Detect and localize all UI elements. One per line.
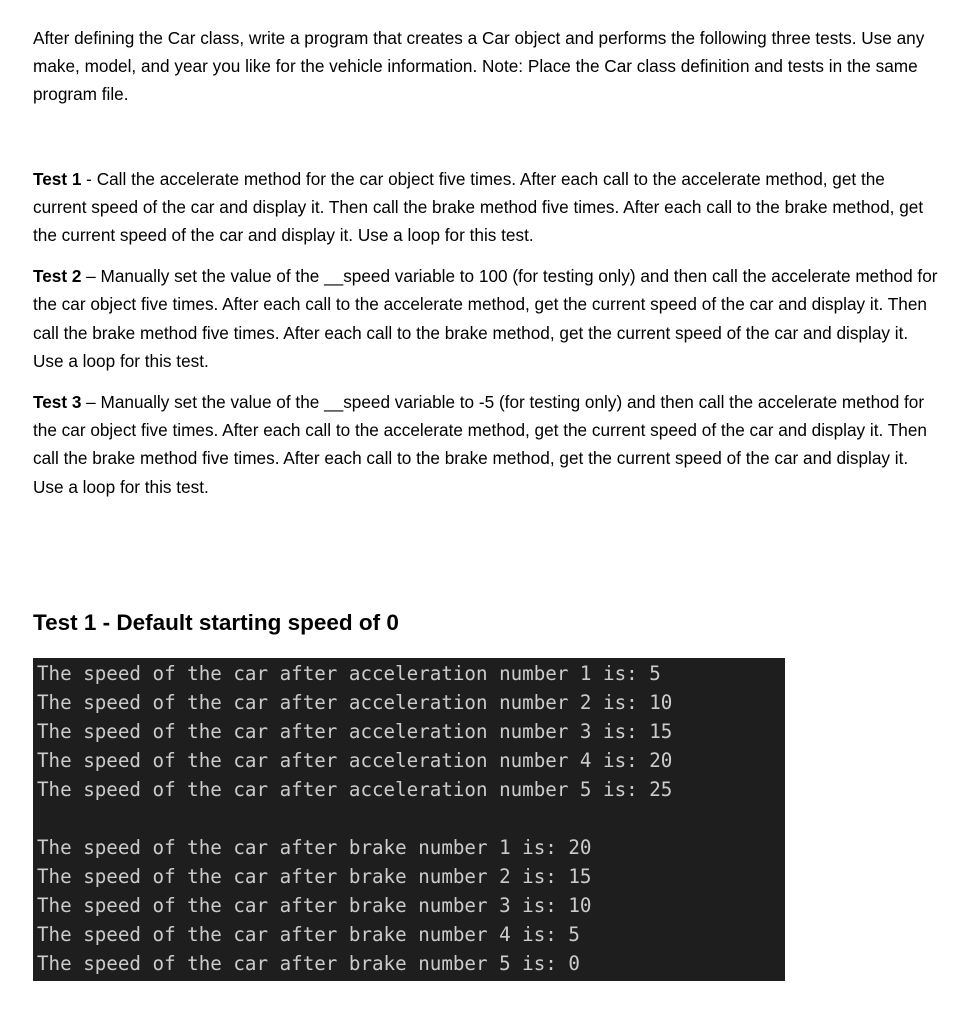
test-1-label: Test 1 — [33, 168, 82, 189]
console-line: The speed of the car after brake number 2 is: 15 — [37, 865, 592, 888]
test-1-text: Call the accelerate method for the car object five times. After each call to the accelerate method, get the current speed of the car and display it. Then call the brake method five times. After each call to the brake method, get the current speed of the car and display it. Use a loop for this test. — [33, 168, 924, 246]
test-1-paragraph — [33, 165, 938, 250]
console-line: The speed of the car after acceleration number 4 is: 20 — [37, 749, 673, 772]
console-line: The speed of the car after acceleration number 2 is: 10 — [37, 691, 673, 714]
console-line: The speed of the car after brake number 3 is: 10 — [37, 894, 592, 917]
console-line: The speed of the car after brake number 1 is: 20 — [37, 836, 592, 859]
document-body — [33, 24, 938, 514]
console-line: The speed of the car after brake number 4 is: 5 — [37, 923, 580, 946]
console-line: The speed of the car after acceleration number 5 is: 25 — [37, 778, 673, 801]
console-line: The speed of the car after acceleration number 1 is: 5 — [37, 662, 661, 685]
test-3-separator: – — [81, 392, 101, 413]
intro-paragraph: After defining the Car class, write a program that creates a Car object and performs the following three tests. Use any make, model, and year you like for the vehicle information. Note: Place the Car class definition and tests in the same program file. — [33, 28, 925, 105]
section-heading: Test 1 - Default starting speed of 0 — [33, 610, 399, 635]
console-output — [33, 658, 785, 981]
test-3-label: Test 3 — [33, 392, 82, 413]
console-line: The speed of the car after brake number 5 is: 0 — [37, 952, 580, 975]
test-2-label: Test 2 — [33, 266, 82, 287]
test-3-paragraph — [33, 388, 938, 501]
test-2-paragraph — [33, 262, 938, 375]
test-3-text: Manually set the value of the __speed variable to -5 (for testing only) and then call the accelerate method for the car object five times. After each call to the accelerate method, get the current speed of the car and display it. Then call the brake method five times. After each call to the brake method, get the current speed of the car and display it. Use a loop for this test. — [33, 392, 927, 497]
test-1-separator: - — [81, 168, 97, 189]
test-2-text: Manually set the value of the __speed variable to 100 (for testing only) and then call the accelerate method for the car object five times. After each call to the accelerate method, get the current speed of the car and display it. Then call the brake method five times. After each call to the brake method, get the current speed of the car and display it. Use a loop for this test. — [33, 266, 938, 371]
test-2-separator: – — [81, 266, 101, 287]
console-line: The speed of the car after acceleration number 3 is: 15 — [37, 720, 673, 743]
console-blank-line — [37, 804, 785, 833]
